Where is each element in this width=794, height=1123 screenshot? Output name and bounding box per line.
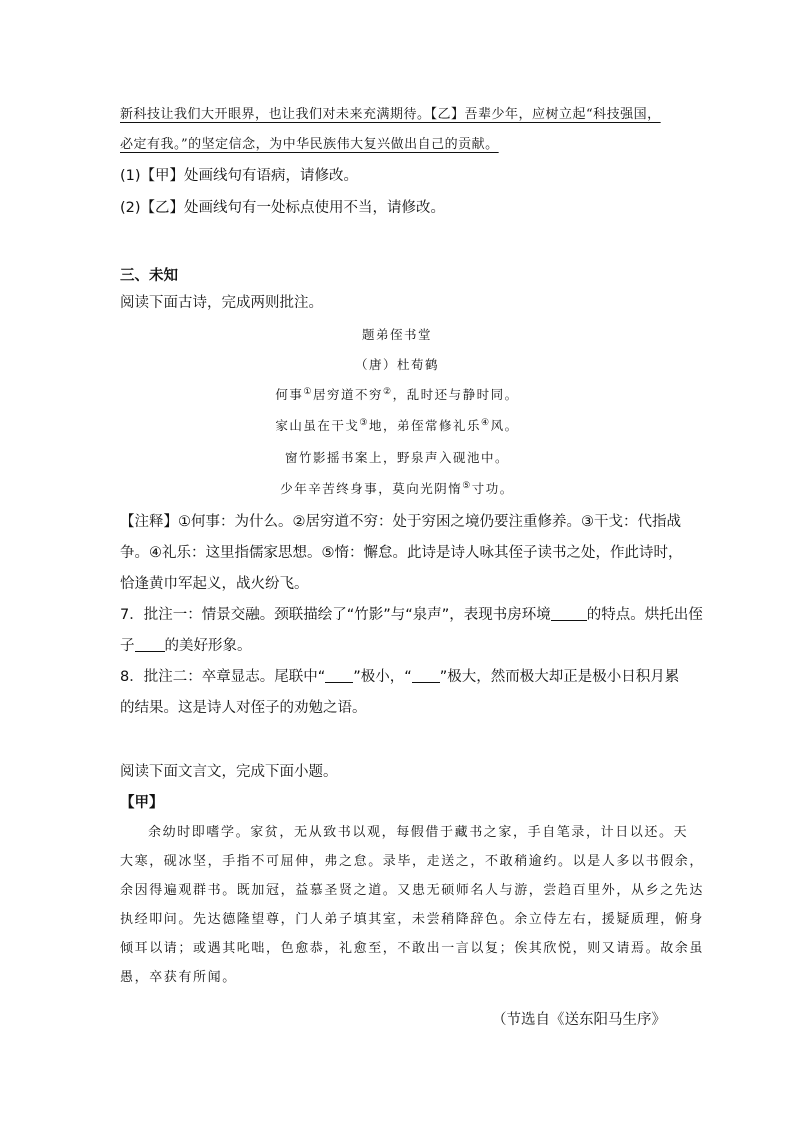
- question-8-line-2: 的结果。这是诗人对侄子的劝勉之语。: [120, 700, 367, 716]
- answer-blank[interactable]: [412, 668, 440, 683]
- passage-line-3: 余因得遍观群书。既加冠，益慕圣贤之道。又患无硕师名人与游，尝趋百里外，从乡之先达: [120, 883, 705, 898]
- footnote-marker: ⑤: [462, 480, 472, 491]
- poem-instruction: 阅读下面古诗，完成两则批注。: [120, 295, 323, 311]
- answer-blank[interactable]: [551, 606, 587, 621]
- passage-line-5: 倾耳以请；或遇其叱咄，色愈恭，礼愈至，不敢出一言以复；俟其欣悦，则又请焉。故余虽: [120, 941, 705, 956]
- question-7-text-d: 的美好形象。: [164, 638, 252, 654]
- poem-line-1-b: 居穷道不穷: [312, 387, 383, 402]
- poem-line-4-a: 少年辛苦终身事，莫向光阴惰: [280, 481, 463, 496]
- question-8-text-c: ”极大，然而极大却正是极小日积月累: [439, 669, 680, 685]
- answer-blank[interactable]: [325, 668, 353, 683]
- underlined-sentence-line1: 新科技让我们大开眼界，也让我们对未来充满期待。【乙】吾辈少年，应树立起“科技强国，: [120, 107, 661, 122]
- notes-line-2: 争。④礼乐：这里指儒家思想。⑤惰：懈怠。此诗是诗人咏其侄子读书之处，作此诗时，: [120, 545, 683, 561]
- poem-line-2-c: 风。: [490, 418, 519, 433]
- question-7-text-a: 7．批注一：情景交融。颈联描绘了“竹影”与“泉声”，表现书房环境: [120, 607, 551, 623]
- passage-line-6: 愚，卒获有所闻。: [120, 970, 237, 985]
- question-8-text-a: 8．批注二：卒章显志。尾联中“: [120, 669, 326, 685]
- passage-line-1: 余幼时即嗜学。家贫，无从致书以观，每假借于藏书之家，手自笔录，计日以还。天: [148, 825, 689, 840]
- footnote-marker: ②: [383, 386, 393, 397]
- underlined-sentence-line2: 必定有我。”的坚定信念，为中华民族伟大复兴做出自己的贡献。: [120, 137, 499, 152]
- passage-label: 【甲】: [120, 795, 164, 811]
- poem-line-2: [0, 416, 794, 434]
- poem-line-4-b: 寸功。: [471, 481, 514, 496]
- poem-author: （唐）杜荀鹤: [354, 357, 439, 372]
- question-7-text-c: 子: [120, 638, 135, 654]
- question-7-line-1: [120, 603, 703, 624]
- sub-question-2: (2)【乙】处画线句有一处标点使用不当，请修改。: [120, 200, 446, 216]
- footnote-marker: ④: [481, 417, 491, 428]
- poem-line-1-c: ，乱时还与静时同。: [392, 387, 519, 402]
- passage-instruction: 阅读下面文言文，完成下面小题。: [120, 764, 338, 780]
- answer-blank[interactable]: [135, 637, 165, 652]
- footnote-marker: ①: [303, 386, 313, 397]
- notes-line-3: 恰逢黄巾军起义，战火纷飞。: [120, 576, 309, 592]
- passage-line-4: 执经叩问。先达德隆望尊，门人弟子填其室，未尝稍降辞色。余立侍左右，援疑质理，俯身: [120, 912, 705, 927]
- poem-line-3: 窗竹影摇书案上，野泉声入砚池中。: [284, 450, 509, 465]
- question-7-text-b: 的特点。烘托出侄: [586, 607, 703, 623]
- sub-question-1: (1)【甲】处画线句有语病，请修改。: [120, 168, 359, 184]
- poem-line-1: [0, 385, 794, 403]
- question-7-line-2: [120, 634, 252, 655]
- poem-line-4: [0, 479, 794, 497]
- notes-line-1: 【注释】①何事：为什么。②居穷道不穷：处于穷困之境仍要注重修养。③干戈：代指战: [120, 514, 681, 530]
- passage-source: （节选自《送东阳马生序》: [492, 1012, 666, 1028]
- poem-line-1-a: 何事: [275, 387, 304, 402]
- section-heading: 三、未知: [120, 268, 178, 284]
- poem-line-2-a: 家山虽在干戈: [275, 418, 360, 433]
- passage-line-2: 大寒，砚冰坚，手指不可屈伸，弗之怠。录毕，走送之，不敢稍逾约。以是人多以书假余，: [120, 854, 705, 869]
- footnote-marker: ③: [359, 417, 369, 428]
- poem-line-2-b: 地，弟侄常修礼乐: [368, 418, 481, 433]
- question-8-text-b: ”极小，“: [353, 669, 412, 685]
- poem-title: 题弟侄书堂: [361, 327, 432, 342]
- question-8-line-1: [120, 665, 679, 686]
